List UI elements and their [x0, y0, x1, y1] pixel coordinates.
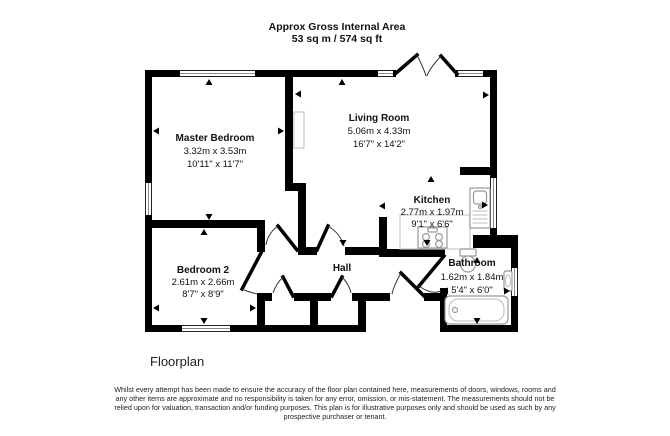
wall-segment: [424, 293, 447, 301]
room-label-bathroom: Bathroom: [448, 258, 496, 269]
stove: [418, 227, 447, 248]
bedroom2-door: [242, 253, 261, 294]
window: [180, 70, 255, 77]
room-dim-metric: 5.06m x 4.33m: [347, 126, 411, 137]
room-label-kitchen: Kitchen: [413, 195, 451, 206]
window: [182, 325, 230, 332]
wall-segment: [490, 228, 497, 236]
room-labels: [172, 113, 504, 300]
room-dim-metric: 2.61m x 2.66m: [171, 277, 235, 288]
room-dim-imperial: 5'4" x 6'0": [451, 285, 493, 296]
measure-arrow-up: [201, 229, 208, 235]
measure-arrow-left: [295, 91, 301, 98]
wall-segment: [145, 325, 182, 332]
measure-arrow-down: [206, 214, 213, 220]
disclaimer: [114, 385, 556, 421]
wall-segment: [460, 167, 497, 175]
wall-segment: [473, 235, 518, 248]
measure-arrow-left: [153, 305, 159, 312]
room-dim-imperial: 8'7" x 8'9": [182, 289, 224, 300]
disclaimer-line: any other items are approximate and no responsibility is taken for any error, omission, or mis-statement. The measurements should not be: [115, 394, 555, 403]
measure-arrow-right: [278, 128, 284, 135]
measure-arrow-up: [428, 176, 435, 182]
wall-segment: [145, 220, 265, 228]
measure-arrow-up: [339, 79, 346, 85]
room-label-bedroom2: Bedroom 2: [176, 265, 230, 276]
page-title: Approx Gross Internal Area: [268, 21, 406, 33]
wall-segment: [511, 248, 518, 268]
room-dim-metric: 1.62m x 1.84m: [440, 272, 504, 283]
wall-segment: [310, 301, 318, 325]
french-door: [395, 55, 457, 76]
basin: [504, 271, 512, 291]
disclaimer-line: relied upon for valuation, transaction and/or funding purposes. This plan is for illustrative purposes only and should be used as such by any: [114, 403, 556, 412]
wall-segment: [145, 70, 152, 183]
window: [458, 70, 483, 77]
wall-segment: [298, 247, 317, 255]
floorplan-caption: Floorplan: [150, 354, 205, 369]
wall-segment: [294, 293, 331, 301]
cupboard-right-door: [332, 277, 351, 296]
living-room-door: [317, 226, 344, 250]
page-subtitle-area: 53 sq m / 574 sq ft: [291, 33, 383, 45]
room-label-master-bedroom: Master Bedroom: [175, 133, 255, 144]
wall-segment: [379, 217, 387, 257]
wall-segment: [257, 228, 265, 252]
room-dim-imperial: 16'7" x 14'2": [352, 139, 406, 150]
wall-segment: [298, 191, 306, 247]
measure-arrow-right: [250, 305, 256, 312]
room-dim-metric: 3.32m x 3.53m: [183, 146, 247, 157]
measure-arrow-left: [379, 203, 385, 210]
room-label-hall: Hall: [332, 263, 352, 274]
wall-segment: [345, 247, 380, 255]
measure-arrow-left: [153, 128, 159, 135]
disclaimer-line: prospective purchaser or tenant.: [283, 412, 387, 421]
window: [490, 178, 497, 228]
room-dim-metric: 2.77m x 1.97m: [400, 207, 464, 218]
wall-segment: [145, 215, 152, 332]
sink-unit: [470, 188, 490, 228]
room-label-living-room: Living Room: [348, 113, 410, 124]
wall-segment: [387, 249, 445, 257]
radiator: [294, 112, 304, 148]
wall-segment: [285, 70, 293, 183]
measure-arrow-right: [483, 92, 489, 99]
measure-arrow-up: [206, 79, 213, 85]
measure-arrow-down: [340, 240, 347, 246]
wall-segment: [352, 293, 390, 301]
wall-segment: [285, 183, 306, 191]
room-dim-imperial: 10'11" x 11'7": [187, 159, 243, 170]
doors: [242, 55, 457, 296]
cupboard-left-door: [273, 277, 293, 296]
wall-segment: [440, 325, 518, 332]
wall-segment: [490, 70, 497, 178]
wall-segment: [257, 293, 265, 332]
master-bedroom-door: [266, 226, 297, 250]
window: [145, 183, 152, 215]
wall-segment: [255, 70, 378, 77]
window: [378, 70, 393, 77]
measure-arrow-down: [201, 318, 208, 324]
room-dim-imperial: 9'1" x 6'6": [411, 219, 453, 230]
disclaimer-line: Whilst every attempt has been made to ensure the accuracy of the floor plan contained here, measurements of doors, windows, rooms and: [114, 385, 556, 394]
wall-segment: [265, 293, 272, 301]
wall-segment: [358, 293, 366, 332]
wall-segment: [230, 325, 366, 332]
